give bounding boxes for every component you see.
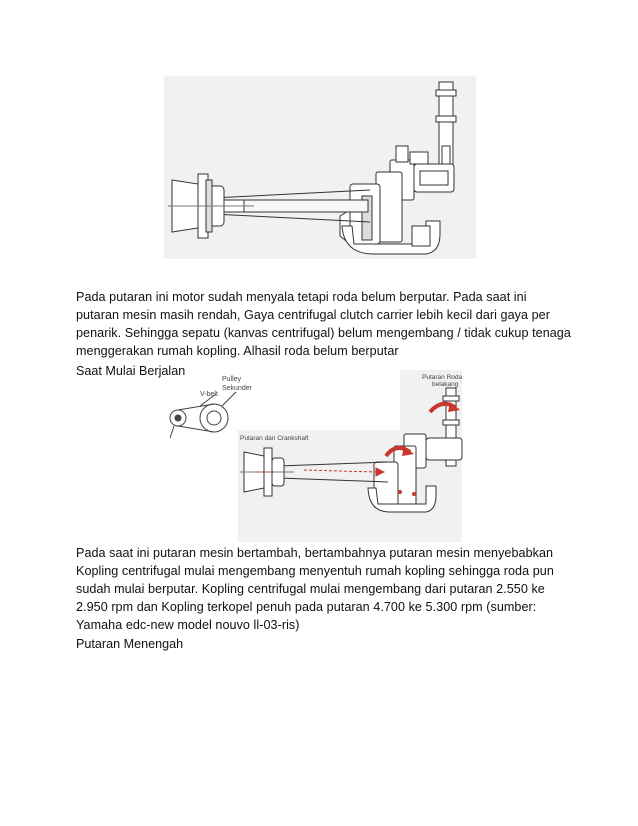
text-line: Kopling centrifugal mulai mengembang menyentuh rumah kopling sehingga roda pun: [76, 564, 554, 578]
label-pulley-line1: Pulley: [222, 376, 242, 383]
paragraph-starting-description: [76, 544, 576, 634]
text-line: Pada putaran ini motor sudah menyala tetapi roda belum berputar. Pada saat ini: [76, 290, 527, 304]
text-line: penarik. Sehingga sepatu (kanvas centrifugal) belum mengembang / tidak cukup tenaga: [76, 326, 571, 340]
text-line: sudah mulai berputar. Kopling centrifugal mulai mengembang dari putaran 2.550 ke: [76, 582, 545, 596]
label-pulley-line2: Sekunder: [222, 385, 252, 392]
figure-transmission-idle: [164, 76, 476, 259]
label-roda-line2: belakang: [432, 381, 459, 388]
section-heading-saat-mulai-berjalan: Saat Mulai Berjalan: [76, 364, 186, 378]
figure-transmission-starting: [164, 368, 476, 545]
transmission-starting-drawing: [164, 368, 476, 545]
text-line: Yamaha edc-new model nouvo ll-03-ris): [76, 618, 300, 632]
transmission-idle-drawing: [164, 76, 476, 259]
text-line: 2.950 rpm dan Kopling terkopel penuh pada putaran 4.700 ke 5.300 rpm (sumber:: [76, 600, 537, 614]
label-crankshaft: Putaran dari Crankshaft: [240, 435, 309, 442]
label-roda-line1: Putaran Roda: [422, 374, 463, 381]
label-vbelt: V-belt: [200, 391, 218, 398]
paragraph-idle-description: [76, 288, 576, 360]
section-heading-putaran-menengah: Putaran Menengah: [76, 637, 184, 651]
text-line: putaran mesin masih rendah, Gaya centrifugal clutch carrier lebih kecil dari gaya per: [76, 308, 550, 322]
text-line: menggerakan rumah kopling. Alhasil roda belum berputar: [76, 344, 399, 358]
text-line: Pada saat ini putaran mesin bertambah, bertambahnya putaran mesin menyebabkan: [76, 546, 554, 560]
